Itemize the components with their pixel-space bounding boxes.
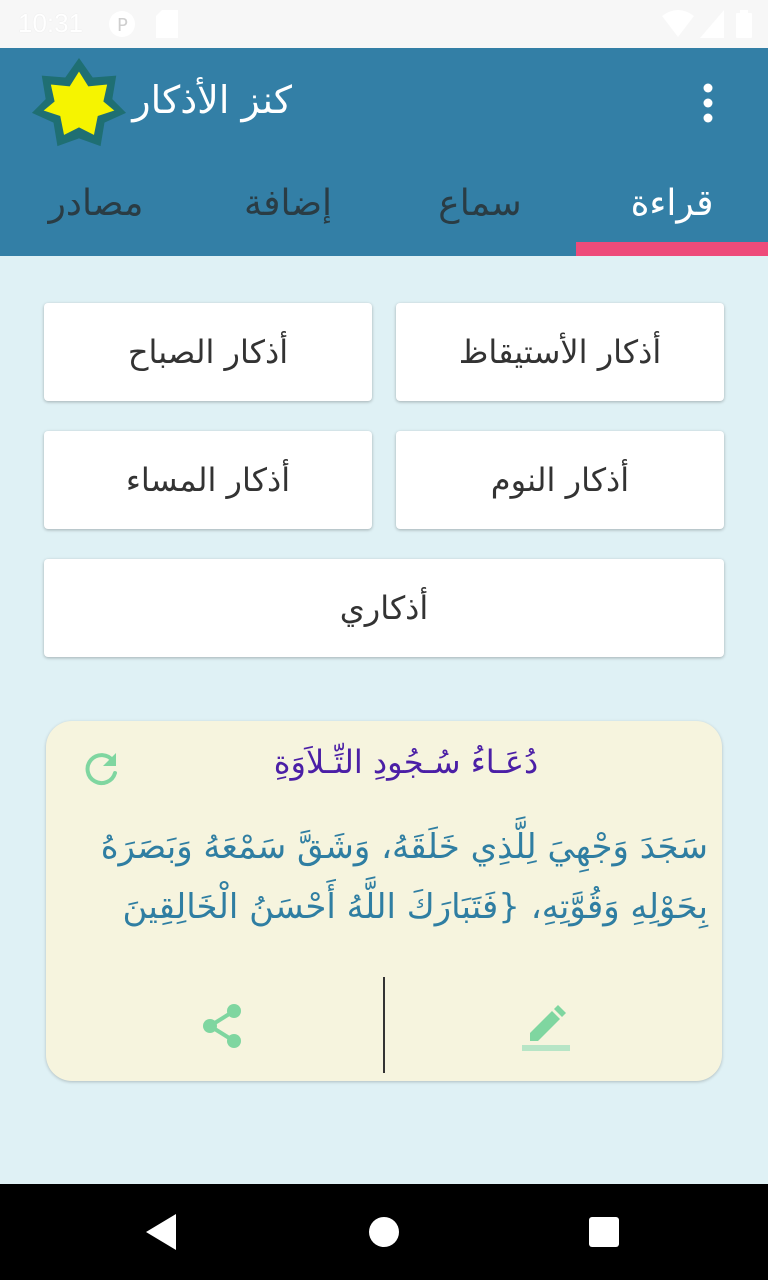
tab-read[interactable]: قراءة bbox=[630, 183, 714, 224]
back-icon[interactable] bbox=[144, 1214, 178, 1250]
dua-text-line-2: بِحَوْلِهِ وَقُوَّتِهِ، {فَتَبَارَكَ اللَّهُ أَحْسَنُ الْخَالِقِينَ bbox=[122, 887, 708, 927]
status-time: 10:31 bbox=[18, 8, 84, 38]
dua-card bbox=[46, 721, 722, 1081]
tab-sources[interactable]: مصادر bbox=[48, 183, 144, 224]
tab-indicator bbox=[576, 242, 768, 256]
app-bar bbox=[0, 48, 768, 256]
recents-icon[interactable] bbox=[588, 1216, 620, 1248]
home-icon[interactable] bbox=[368, 1216, 400, 1248]
evening-adhkar-button[interactable]: أذكار المساء bbox=[44, 431, 372, 529]
dua-title: دُعَـاءُ سُـجُودِ التِّـلاَوَةِ bbox=[273, 743, 539, 781]
sd-card-icon bbox=[156, 10, 178, 38]
action-divider bbox=[383, 977, 385, 1073]
svg-text:P: P bbox=[117, 15, 128, 36]
tab-listen[interactable]: سماع bbox=[438, 183, 522, 224]
dua-text-line-1: سَجَدَ وَجْهِيَ لِلَّذِي خَلَقَهُ، وَشَقَّ سَمْعَهُ وَبَصَرَهُ bbox=[100, 827, 708, 867]
refresh-icon[interactable] bbox=[80, 749, 122, 791]
wifi-icon bbox=[662, 10, 694, 38]
share-icon[interactable] bbox=[196, 999, 250, 1053]
tab-add[interactable]: إضافة bbox=[243, 183, 333, 224]
app-title: كنز الأذكار bbox=[132, 78, 292, 122]
waking-adhkar-button[interactable]: أذكار الأستيقاظ bbox=[396, 303, 724, 401]
edit-icon[interactable] bbox=[518, 997, 574, 1053]
battery-icon bbox=[736, 10, 752, 38]
morning-adhkar-button[interactable]: أذكار الصباح bbox=[44, 303, 372, 401]
star-logo-icon bbox=[30, 56, 128, 154]
cell-signal-icon bbox=[700, 10, 724, 38]
sleep-adhkar-button[interactable]: أذكار النوم bbox=[396, 431, 724, 529]
status-bar bbox=[0, 0, 768, 48]
dua-text bbox=[76, 817, 708, 937]
my-adhkar-button[interactable]: أذكاري bbox=[44, 559, 724, 657]
system-nav-bar bbox=[0, 1184, 768, 1280]
more-vert-icon[interactable] bbox=[690, 78, 726, 128]
notification-p-icon bbox=[108, 10, 136, 38]
